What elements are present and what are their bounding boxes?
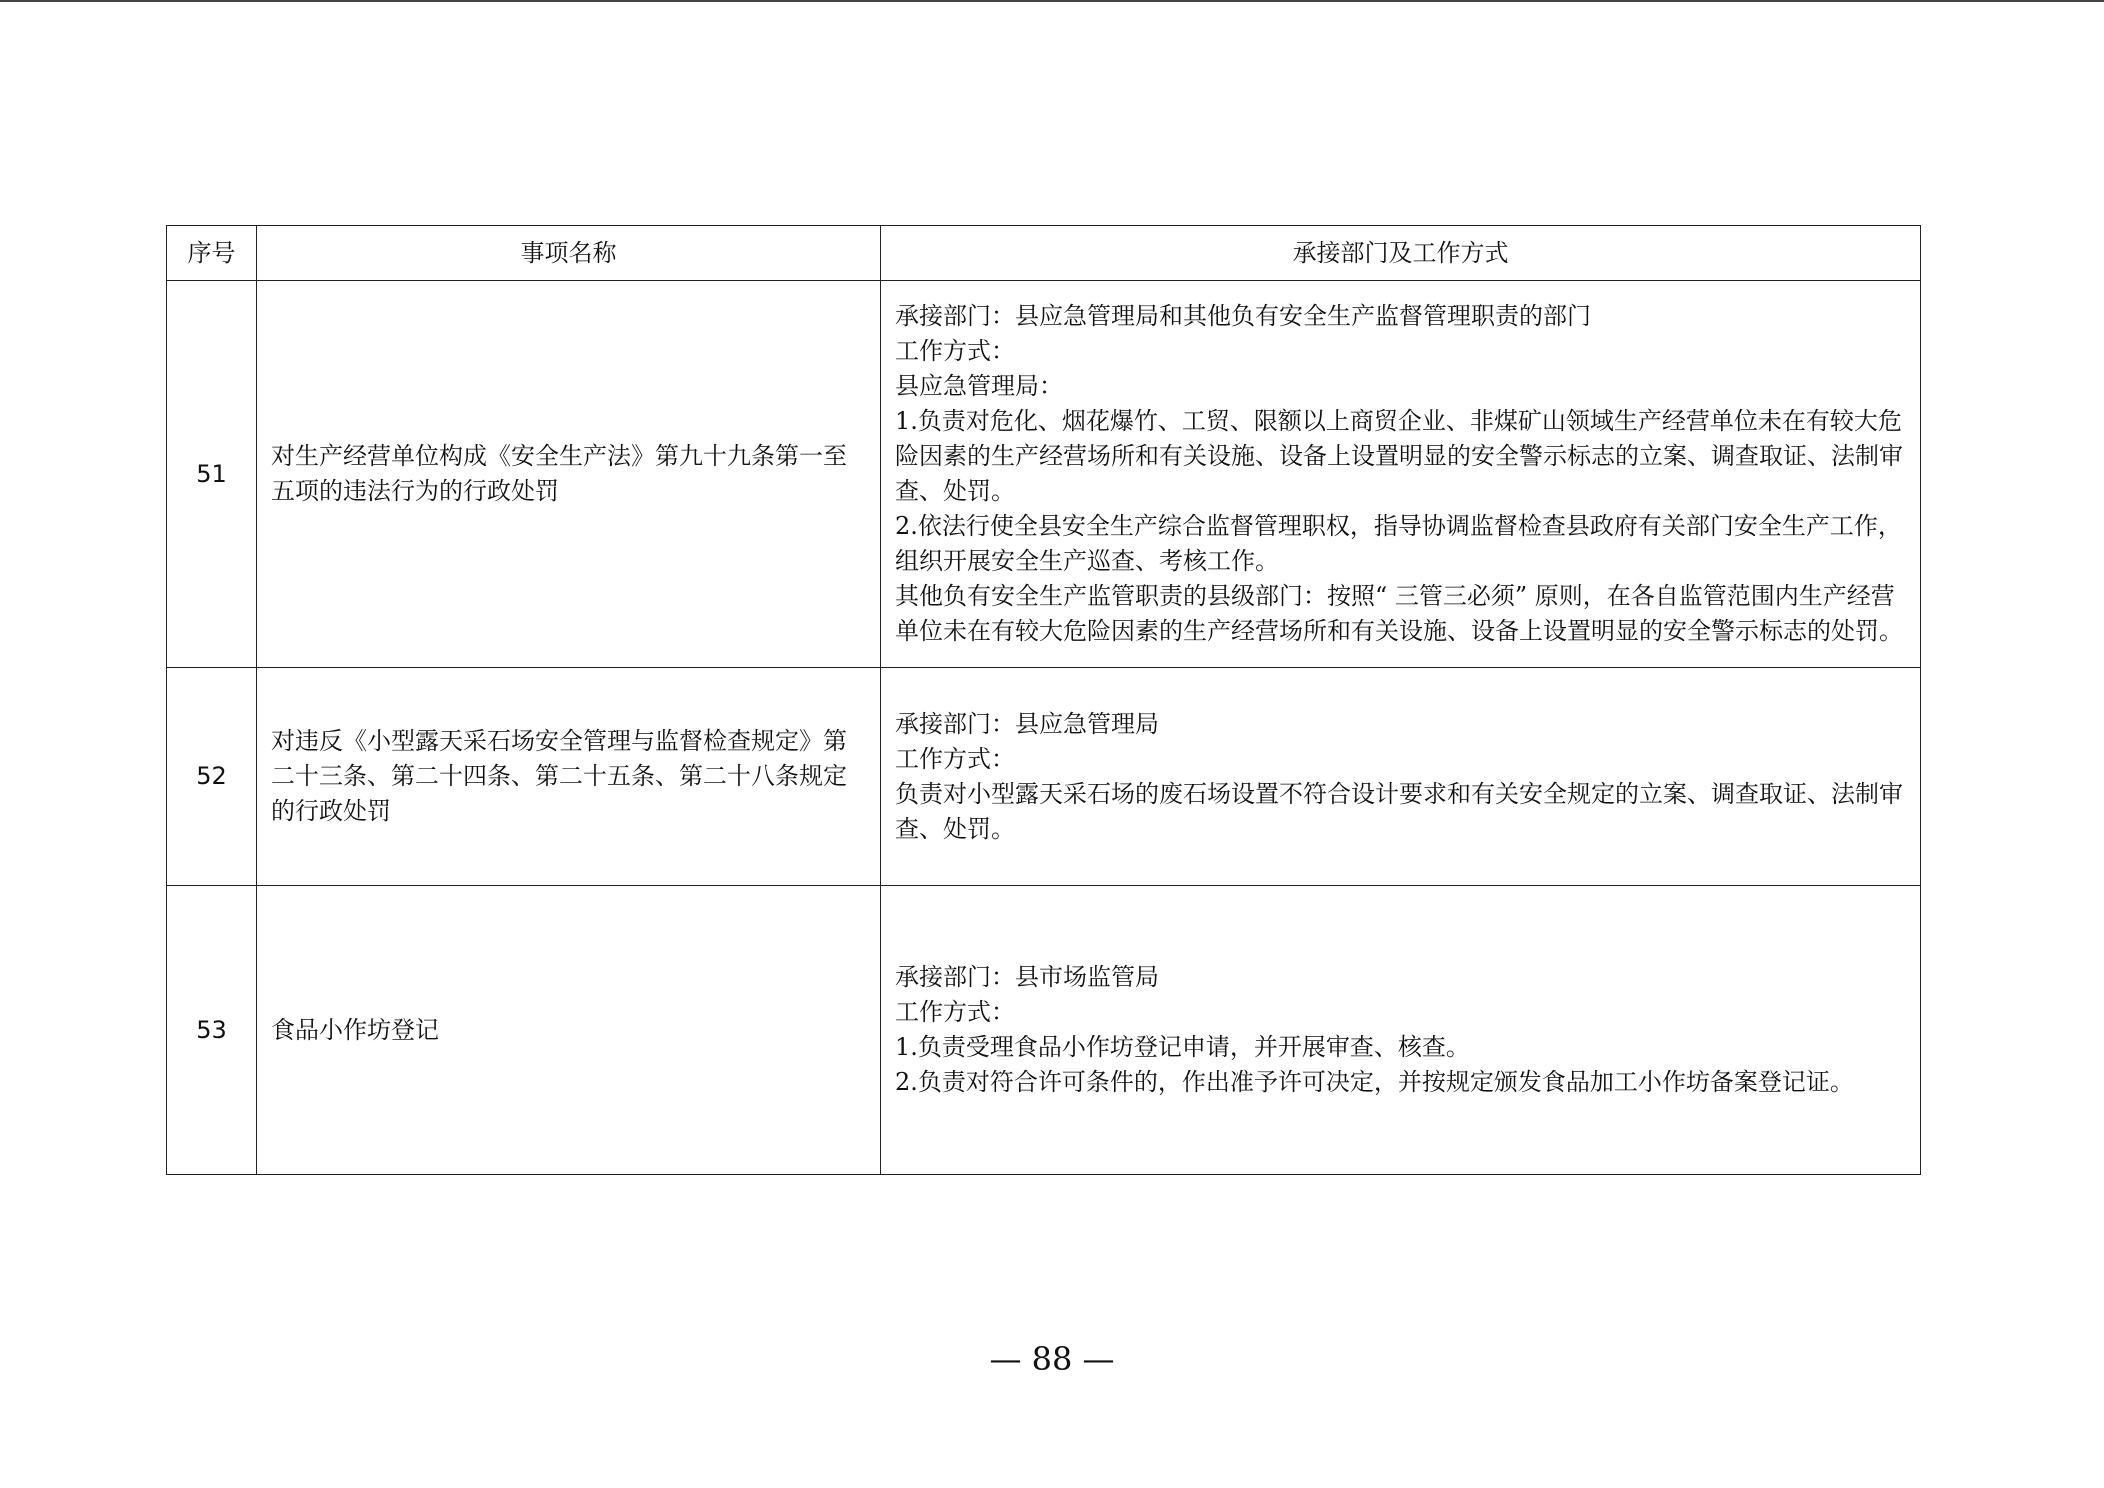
table-row: [167, 281, 1921, 668]
row-number: 53: [167, 886, 257, 1175]
table-row: [167, 886, 1921, 1175]
row-department-method: [881, 281, 1921, 668]
dept-line: 承接部门：县应急管理局: [895, 709, 1159, 738]
row-number: 51: [167, 281, 257, 668]
top-border-line: [0, 0, 2104, 2]
dept-line: 工作方式：: [895, 744, 1015, 773]
dept-line: 2.负责对符合许可条件的，作出准予许可决定，并按规定颁发食品加工小作坊备案登记证。: [895, 1068, 1854, 1096]
dept-line: 负责对小型露天采石场的废石场设置不符合设计要求和有关安全规定的立案、调查取证、法制审查、处罚。: [895, 779, 1903, 843]
dept-line: 其他负有安全生产监管职责的县级部门：按照“ 三管三必须” 原则，在各自监管范围内生产经营单位未在有较大危险因素的生产经营场所和有关设施、设备上设置明显的安全警示标志的处罚。: [895, 582, 1903, 645]
header-department-method: 承接部门及工作方式: [881, 226, 1921, 281]
dept-line: 1.负责受理食品小作坊登记申请，并开展审查、核查。: [895, 1033, 1470, 1061]
header-item-name: 事项名称: [257, 226, 881, 281]
row-department-method: [881, 668, 1921, 886]
items-table: [166, 225, 1921, 1175]
dept-line: 1.负责对危化、烟花爆竹、工贸、限额以上商贸企业、非煤矿山领域生产经营单位未在有较大危险因素的生产经营场所和有关设施、设备上设置明显的安全警示标志的立案、调查取证、法制审查、处罚。: [895, 407, 1903, 505]
page-number: — 88 —: [989, 1340, 1115, 1378]
dept-line: 2.依法行使全县安全生产综合监督管理职权，指导协调监督检查县政府有关部门安全生产工作，组织开展安全生产巡查、考核工作。: [895, 512, 1902, 575]
row-department-method: [881, 886, 1921, 1175]
header-serial-number: 序号: [167, 226, 257, 281]
dept-line: 工作方式：: [895, 337, 1015, 365]
dept-line: 工作方式：: [895, 998, 1015, 1026]
row-number: 52: [167, 668, 257, 886]
table-header-row: [167, 226, 1921, 281]
dept-line: 承接部门：县应急管理局和其他负有安全生产监督管理职责的部门: [895, 302, 1591, 330]
row-item-name: 食品小作坊登记: [257, 886, 881, 1175]
table-row: [167, 668, 1921, 886]
row-item-name: 对生产经营单位构成《安全生产法》第九十九条第一至五项的违法行为的行政处罚: [257, 281, 881, 668]
row-item-name: 对违反《小型露天采石场安全管理与监督检查规定》第二十三条、第二十四条、第二十五条、第二十八条规定的行政处罚: [257, 668, 881, 886]
dept-line: 承接部门：县市场监管局: [895, 963, 1159, 991]
dept-line: 县应急管理局：: [895, 372, 1063, 400]
